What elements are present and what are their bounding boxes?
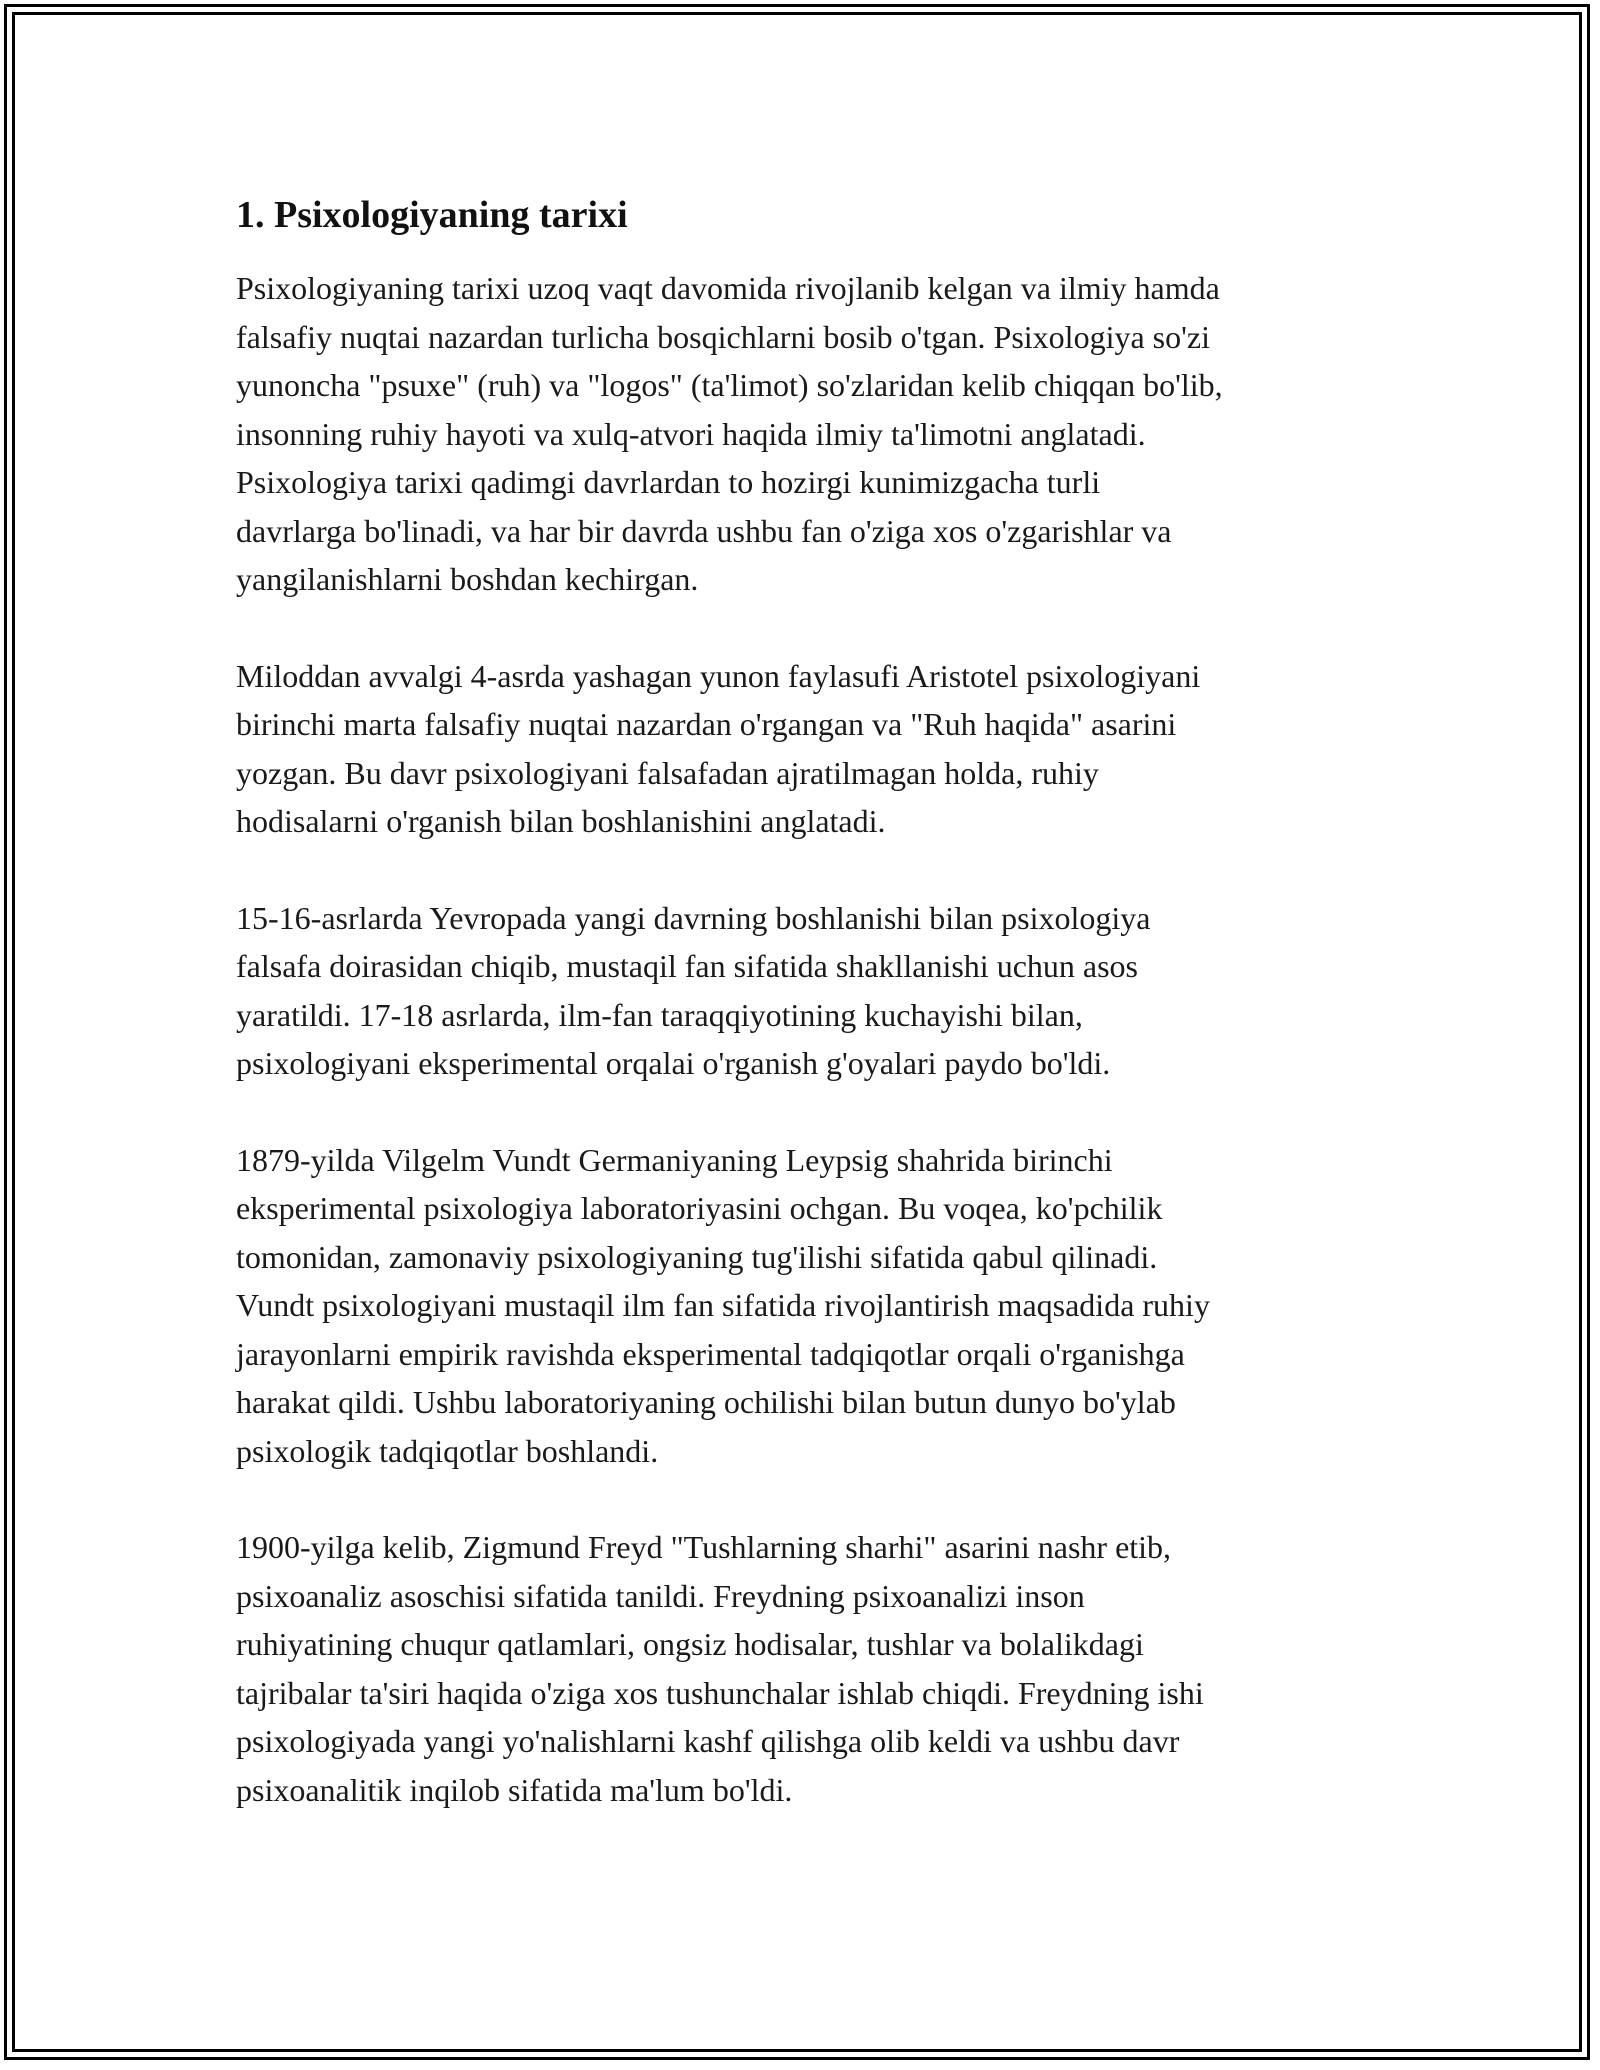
paragraph-aristotle: Miloddan avvalgi 4-asrda yashagan yunon faylasufi Aristotel psixologiyani birinchi marta falsafiy nuqtai nazardan o'rgangan va "Ruh haqida" asarini yozgan. Bu davr psixologiyani falsafadan ajratilmagan holda, ruhiy hodisalarni o'rganish bilan boshlanishini anglatadi. <box>236 657 1201 839</box>
document-body <box>236 192 1376 1862</box>
paragraph-intro: Psixologiyaning tarixi uzoq vaqt davomida rivojlanib kelgan va ilmiy hamda falsafiy nuqtai nazardan turlicha bosqichlarni bosib o'tgan. Psixologiya so'zi yunoncha "psuxe" (ruh) va "logos" (ta'limot) so'zlaridan kelib chiqqan bo'lib, insonning ruhiy hayoti va xulq-atvori haqida ilmiy ta'limotni anglatadi. Psixologiya tarixi qadimgi davrlardan to hozirgi kunimizgacha turli davrlarga bo'linadi, va har bir davrda ushbu fan o'ziga xos o'zgarishlar va yangilanishlarni boshdan kechirgan. <box>236 270 1223 597</box>
paragraph-europe: 15-16-asrlarda Yevropada yangi davrning boshlanishi bilan psixologiya falsafa doirasidan chiqib, mustaqil fan sifatida shakllanishi uchun asos yaratildi. 17-18 asrlarda, ilm-fan taraqqiyotining kuchayishi bilan, psixologiyani eksperimental orqalai o'rganish g'oyalari paydo bo'ldi. <box>236 899 1151 1081</box>
paragraph-freud: 1900-yilga kelib, Zigmund Freyd "Tushlarning sharhi" asarini nashr etib, psixoanaliz asoschisi sifatida tanildi. Freydning psixoanalizi inson ruhiyatining chuqur qatlamlari, ongsiz hodisalar, tushlar va bolalikdagi tajribalar ta'siri haqida o'ziga xos tushunchalar ishlab chiqdi. Freydning ishi psixologiyada yangi yo'nalishlarni kashf qilishga olib keldi va ushbu davr psixoanalitik inqilob sifatida ma'lum bo'ldi. <box>236 1529 1204 1808</box>
paragraph-wundt: 1879-yilda Vilgelm Vundt Germaniyaning Leypsig shahrida birinchi eksperimental psixologiya laboratoriyasini ochgan. Bu voqea, ko'pchilik tomonidan, zamonaviy psixologiyaning tug'ilishi sifatida qabul qilinadi. Vundt psixologiyani mustaqil ilm fan sifatida rivojlantirish maqsadida ruhiy jarayonlarni empirik ravishda eksperimental tadqiqotlar orqali o'rganishga harakat qildi. Ushbu laboratoriyaning ochilishi bilan butun dunyo bo'ylab psixologik tadqiqotlar boshlandi. <box>236 1141 1210 1469</box>
section-heading: 1. Psixologiyaning tarixi <box>236 194 628 236</box>
